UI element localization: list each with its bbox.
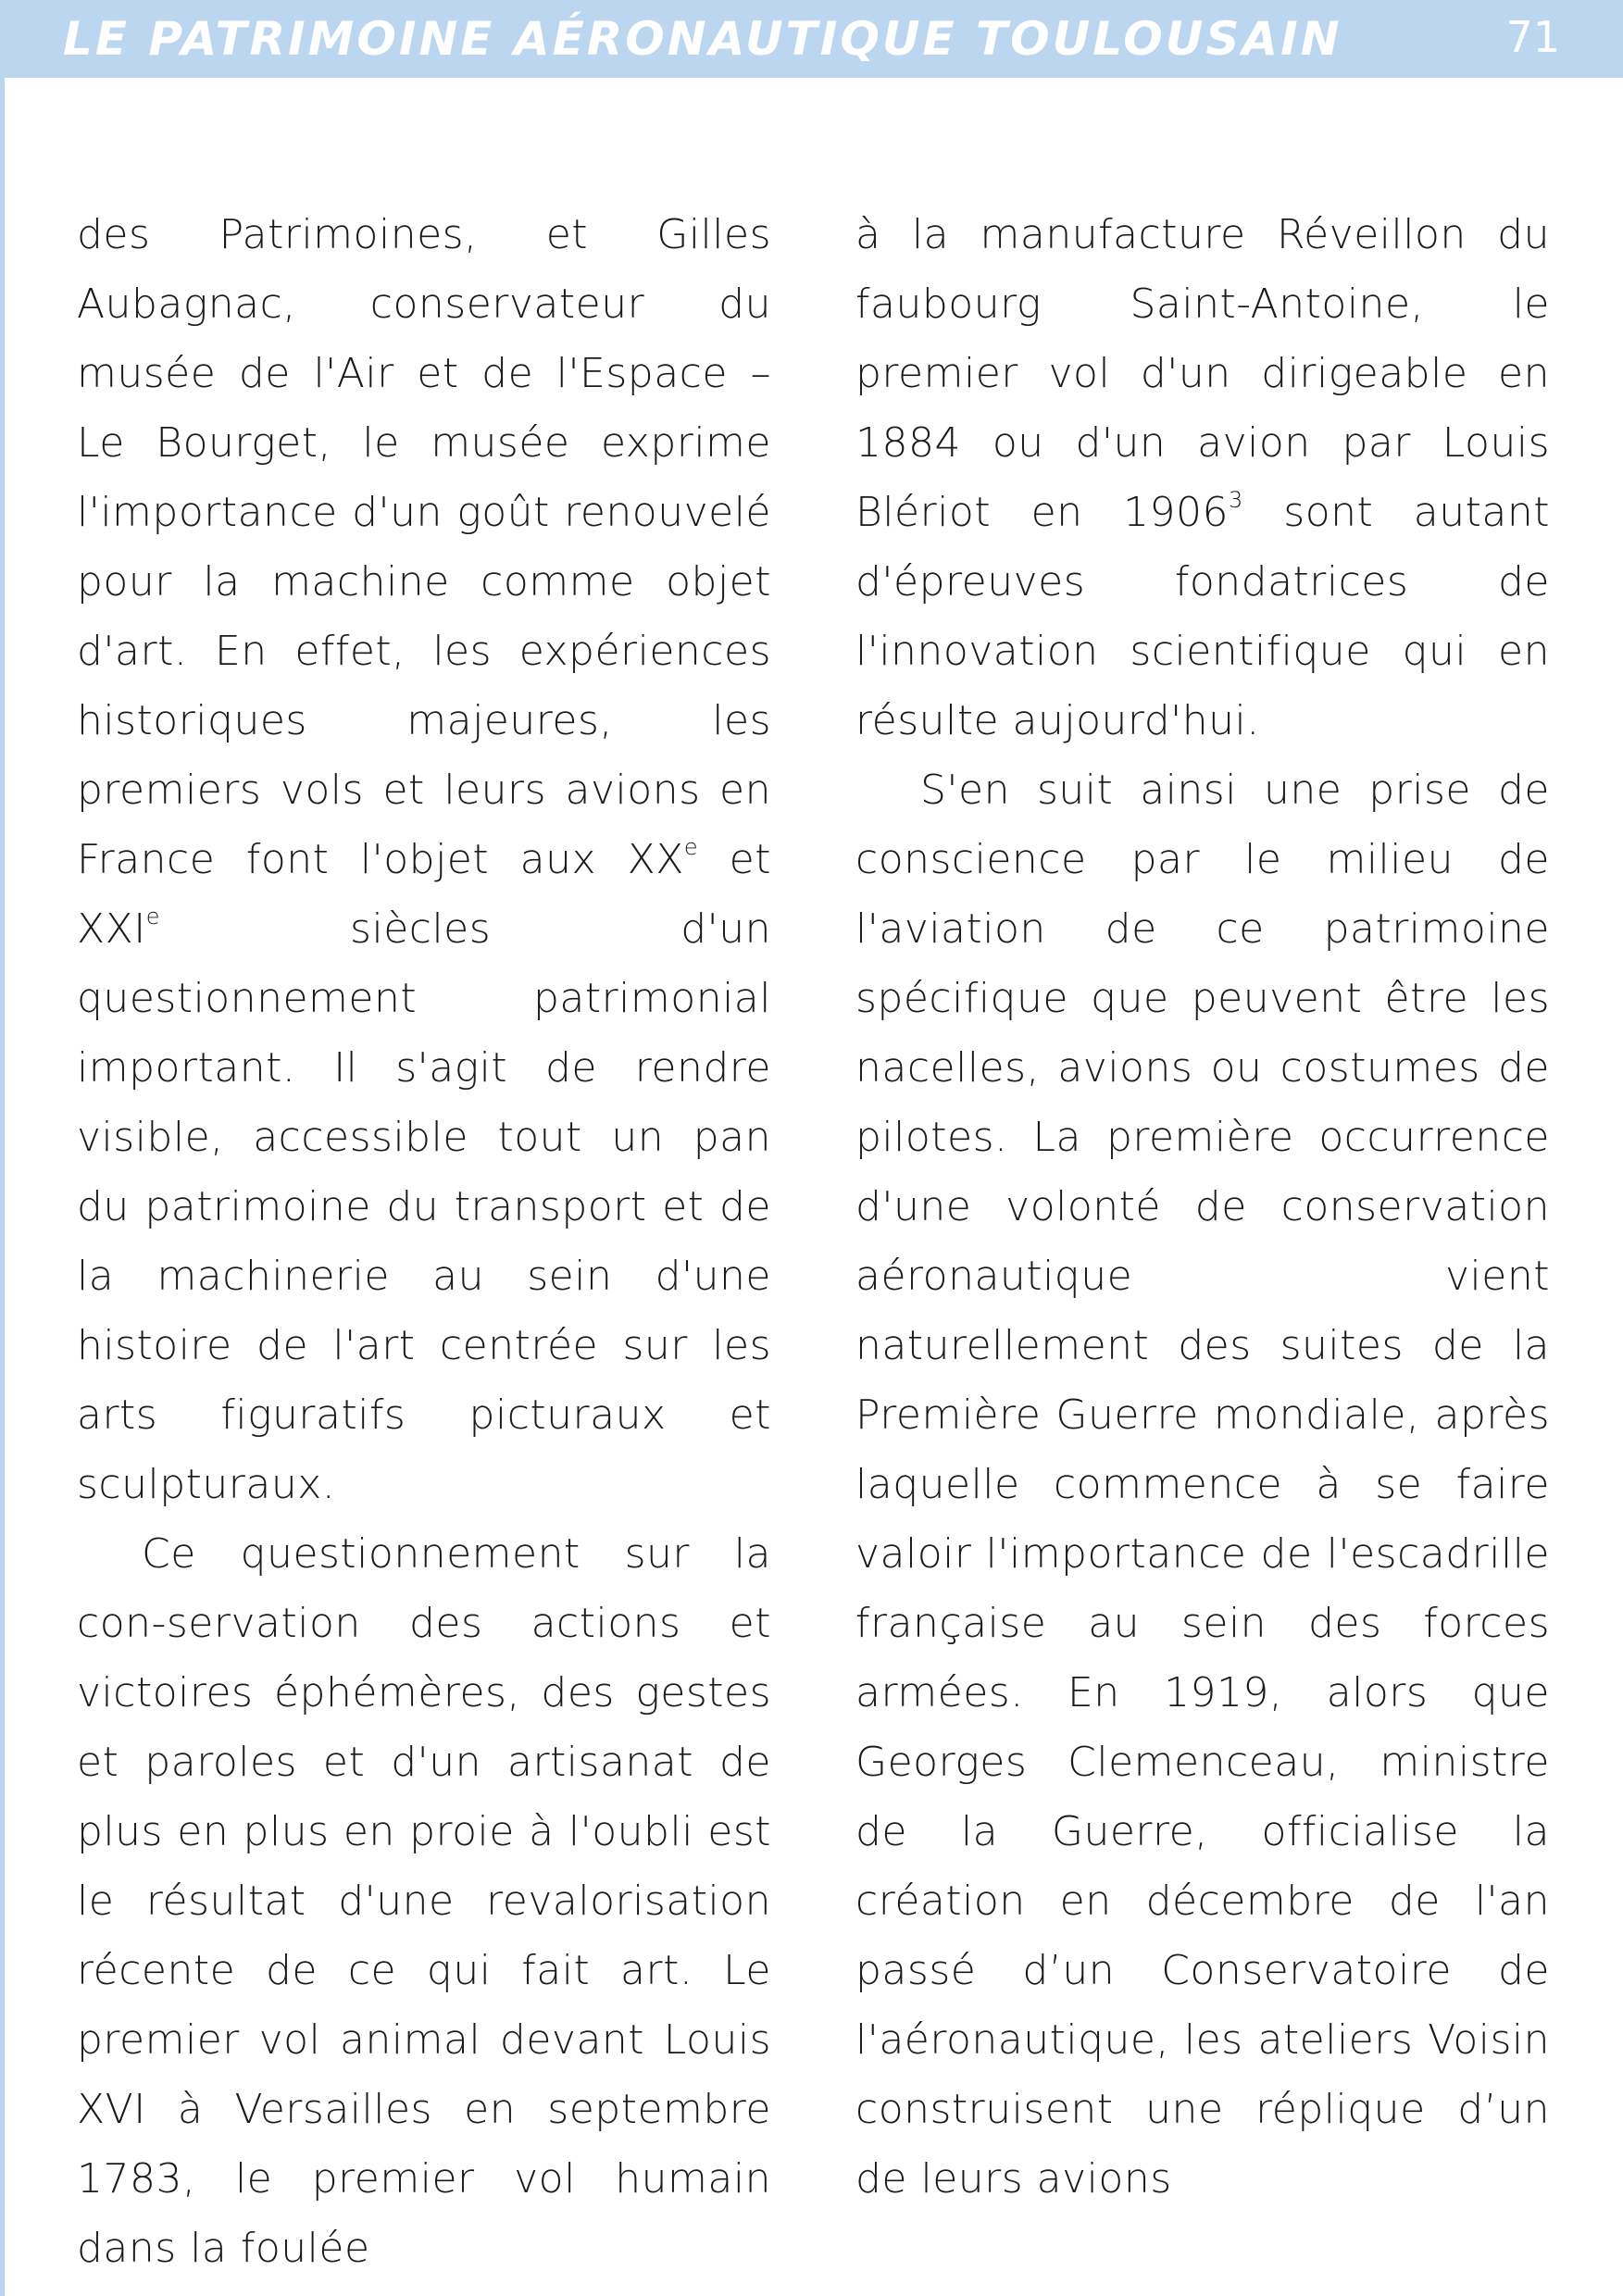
paragraph-left-2: Ce questionnement sur la con-servation des actions et victoires éphémères, des gestes et paroles et d'un artisanat de plus en plus en proie à l'oubli est le résultat d'une revalorisation récente de ce qui fait art. Le premier vol animal devant Louis XVI à Versailles en septembre 1783, le premier vol humain dans la foulée <box>77 1530 771 2272</box>
right-column <box>855 200 1550 2214</box>
footnote-reference[interactable]: 3 <box>1229 487 1243 513</box>
paragraph-right-1 <box>855 200 1550 755</box>
text-run: siècles d'un questionnement patrimonial important. Il s'agit de rendre visible, accessible tout un pan du patrimoine du transport et de la machinerie au sein d'une histoire de l'art centrée sur les arts figuratifs picturaux et sculpturaux. <box>77 905 771 1508</box>
page-number: 71 <box>1505 12 1560 62</box>
left-column <box>77 200 771 2283</box>
text-run: sont autant d'épreuves fondatrices de l'innovation scientifique qui en résulte aujourd'hui. <box>855 489 1550 744</box>
paragraph-left-1 <box>77 200 771 1519</box>
running-title: LE PATRIMOINE AÉRONAUTIQUE TOULOUSAIN <box>63 12 1342 66</box>
paragraph-right-2: S'en suit ainsi une prise de conscience par le milieu de l'aviation de ce patrimoine spécifique que peuvent être les nacelles, avions ou costumes de pilotes. La première occurrence d'une volonté de conservation aéronautique vient naturellement des suites de la Première Guerre mondiale, après laquelle commence à se faire valoir l'importance de l'escadrille française au sein des forces armées. En 1919, alors que Georges Clemenceau, ministre de la Guerre, officialise la création en décembre de l'an passé d’un Conservatoire de l'aéronautique, les ateliers Voisin construisent une réplique d’un de leurs avions <box>855 767 1550 2202</box>
superscript: e <box>683 834 699 860</box>
page-edge-strip <box>0 0 5 2296</box>
text-run: des Patrimoines, et Gilles Aubagnac, conservateur du musée de l'Air et de l'Espace – Le Bourget, le musée exprime l'importance d'un goût renouvelé pour la machine comme objet d'art. En effet, les expériences historiques majeures, les premiers vols et leurs avions en France font l'objet aux XX <box>77 211 771 883</box>
text-run: à la manufacture Réveillon du faubourg Saint-Antoine, le premier vol d'un dirigeable en 1884 ou d'un avion par Louis Blériot en 1906 <box>855 211 1550 536</box>
superscript: e <box>145 904 161 930</box>
text-run: et XXI <box>77 836 771 953</box>
